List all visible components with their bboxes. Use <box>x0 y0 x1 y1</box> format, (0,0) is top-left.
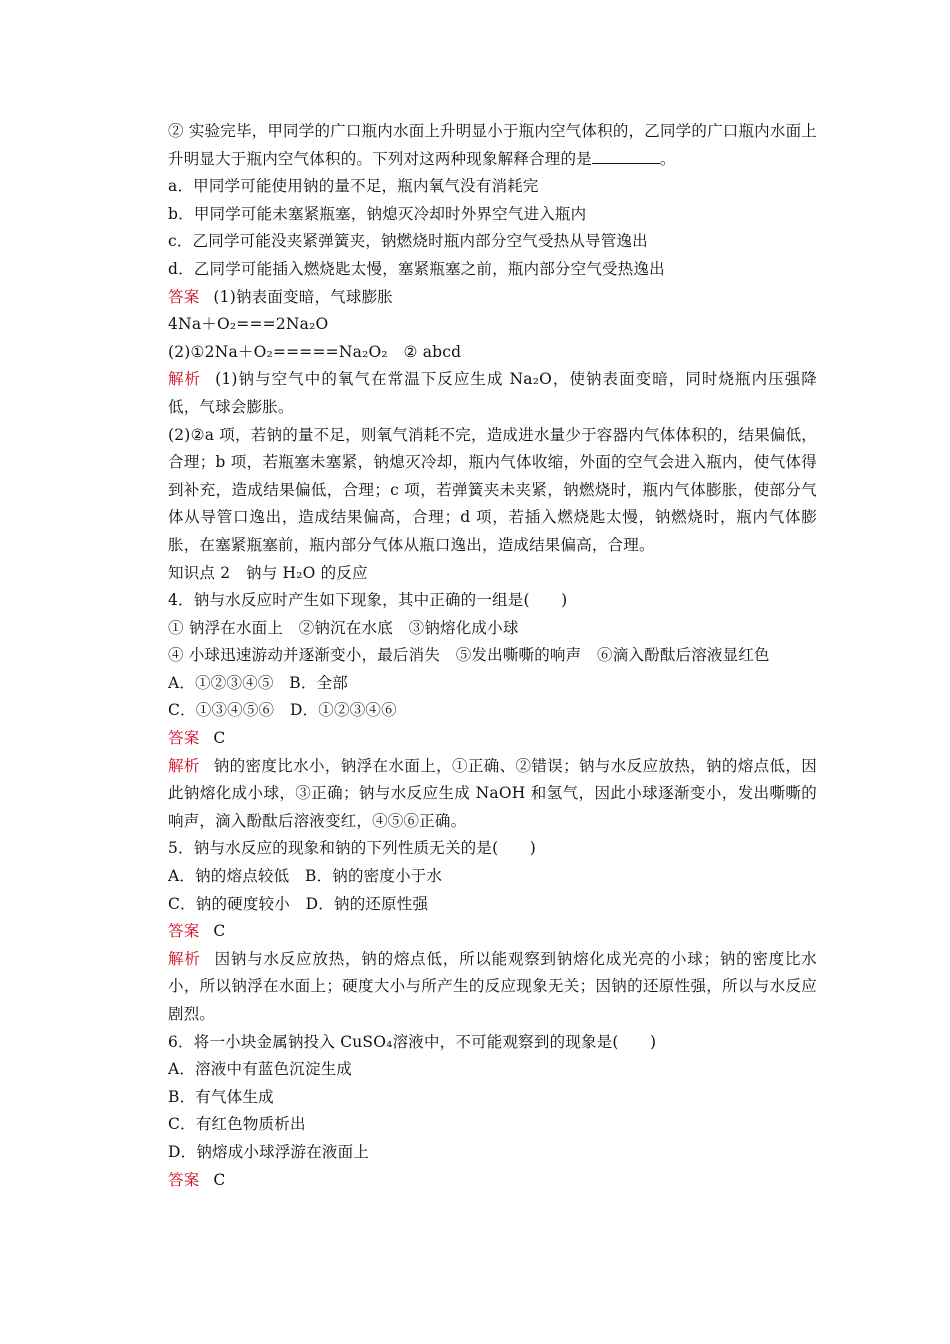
q5-answer-line: 答案 C <box>168 922 226 941</box>
answer-blank <box>592 149 660 164</box>
q3-option-b: b．甲同学可能未塞紧瓶塞，钠熄灭冷却时外界空气进入瓶内 <box>168 204 587 223</box>
q4-phenomena-1: ① 钠浮在水面上 ②钠沉在水底 ③钠熔化成小球 <box>168 618 519 637</box>
q5-stem: 5．钠与水反应的现象和钠的下列性质无关的是( ) <box>168 839 536 858</box>
q4-options-ab: A．①②③④⑤ B．全部 <box>168 673 348 692</box>
answer-label: 答案 <box>168 729 200 748</box>
q5-options-cd: C．钠的硬度较小 D．钠的还原性强 <box>168 894 429 913</box>
q6-answer-line: 答案 C <box>168 1170 226 1189</box>
q6-option-c: C．有红色物质析出 <box>168 1115 306 1134</box>
q4-options-cd: C．①③④⑤⑥ D．①②③④⑥ <box>168 701 397 720</box>
q4-stem: 4．钠与水反应时产生如下现象，其中正确的一组是( ) <box>168 591 568 610</box>
q6-option-d: D．钠熔成小球浮游在液面上 <box>168 1142 370 1161</box>
q3-answer-equation-1: 4Na＋O₂===2Na₂O <box>168 315 329 334</box>
q4-analysis: 解析 钠的密度比水小，钠浮在水面上，①正确、②错误；钠与水反应放热，钠的熔点低，因此钠熔化成小球，③正确；钠与水反应生成 NaOH 和氢气，因此小球逐渐变小，发出嘶嘶的响声，滴入酚酞后溶液变红，④⑤⑥正确。 <box>168 756 817 830</box>
q3-answer-line: 答案 (1)钠表面变暗，气球膨胀 <box>168 287 393 306</box>
q5-analysis: 解析 因钠与水反应放热，钠的熔点低，所以能观察到钠熔化成光亮的小球；钠的密度比水小，所以钠浮在水面上；硬度大小与所产生的反应现象无关；因钠的还原性强，所以与水反应剧烈。 <box>168 949 818 1023</box>
q6-stem: 6．将一小块金属钠投入 CuSO₄溶液中，不可能观察到的现象是( ) <box>168 1032 657 1051</box>
q6-option-b: B．有气体生成 <box>168 1087 274 1106</box>
q6-option-a: A．溶液中有蓝色沉淀生成 <box>168 1060 353 1079</box>
section-title: 知识点 2 钠与 H₂O 的反应 <box>168 563 368 582</box>
answer-label: 答案 <box>168 1170 200 1189</box>
analysis-label: 解析 <box>168 756 200 775</box>
answer-label: 答案 <box>168 287 200 306</box>
q4-answer-line: 答案 C <box>168 729 226 748</box>
document-page <box>137 118 817 1194</box>
q3-part2-intro: ② 实验完毕，甲同学的广口瓶内水面上升明显小于瓶内空气体积的，乙同学的广口瓶内水面上升明显大于瓶内空气体积的。下列对这两种现象解释合理的是 。 <box>168 122 817 168</box>
q3-analysis-p1: 解析 (1)钠与空气中的氧气在常温下反应生成 Na₂O，使钠表面变暗，同时烧瓶内压强降低，气球会膨胀。 <box>168 370 817 416</box>
q3-option-a: a．甲同学可能使用钠的量不足，瓶内氧气没有消耗完 <box>168 177 539 196</box>
q3-analysis-p2: (2)②a 项，若钠的量不足，则氧气消耗不完，造成进水量少于容器内气体体积的，结果偏低，合理；b 项，若瓶塞未塞紧，钠熄灭冷却，瓶内气体收缩，外面的空气会进入瓶内，使气体得到补充，造成结果偏低，合理；c 项，若弹簧夹未夹紧，钠燃烧时，瓶内气体膨胀，使部分气体从导管口逸出，造成结果偏高，合理；d 项，若插入燃烧匙太慢，钠燃烧时，瓶内气体膨胀，在塞紧瓶塞前，瓶内部分气体从瓶口逸出，造成结果偏高，合理。 <box>168 425 817 554</box>
answer-label: 答案 <box>168 922 200 941</box>
q3-answer-equation-2: (2)①2Na＋O₂=====Na₂O₂ ② abcd <box>168 342 462 361</box>
q3-option-d: d．乙同学可能插入燃烧匙太慢，塞紧瓶塞之前，瓶内部分空气受热逸出 <box>168 259 665 278</box>
analysis-label: 解析 <box>168 949 201 968</box>
analysis-label: 解析 <box>168 370 202 389</box>
q5-options-ab: A．钠的熔点较低 B．钠的密度小于水 <box>168 867 443 886</box>
q4-phenomena-2: ④ 小球迅速游动并逐渐变小，最后消失 ⑤发出嘶嘶的响声 ⑥滴入酚酞后溶液显红色 <box>168 646 770 665</box>
q3-option-c: c．乙同学可能没夹紧弹簧夹，钠燃烧时瓶内部分空气受热从导管逸出 <box>168 232 648 251</box>
